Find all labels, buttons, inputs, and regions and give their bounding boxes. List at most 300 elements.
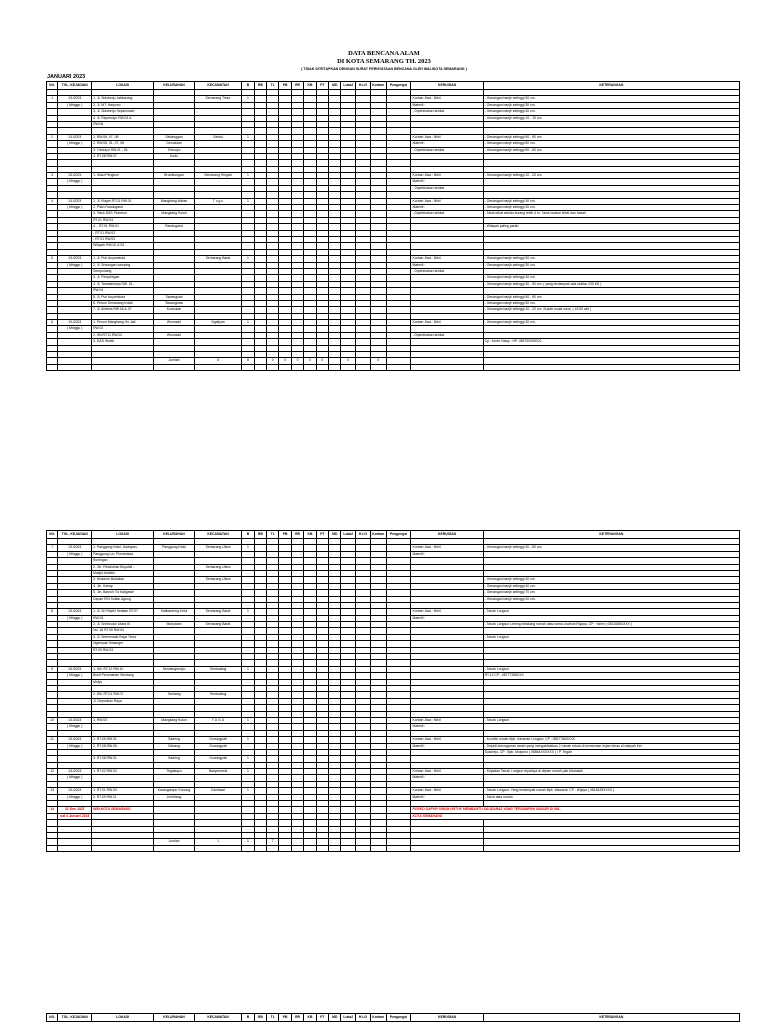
count-cell (304, 845, 316, 851)
kelurahan-cell: Sebanggan (154, 134, 195, 140)
kerugian-cell: Materiil : (411, 743, 483, 749)
count-cell (370, 364, 386, 370)
column-header: KECAMATAN (194, 1014, 241, 1022)
location-cell: 1. Jl. Sri Rejeki Selatan RT.07 (92, 609, 154, 615)
kelurahan-cell: Kudu (154, 153, 195, 159)
no-cell: 11 (47, 737, 58, 743)
keterangan-cell: - Genangan banjir setinggi 30 cm. (483, 205, 739, 211)
keterangan-cell: - Tanah Longsor. Yang terdampak rumah Bpk. Mawardi. CP : Wijaya ( 0818428XXXX ) (483, 788, 739, 794)
location-cell: Depan RSI Sultan Agung (92, 596, 154, 602)
count-cell (316, 364, 328, 370)
location-cell: Jl. Deporikan Raya (92, 698, 154, 704)
kecamatan-cell: Tembalang (194, 692, 241, 698)
date-cell: 1/1/2023 (58, 96, 92, 102)
location-cell: 1. RT.02 RW.03 (92, 769, 154, 775)
kelurahan-cell: Sadeng (154, 756, 195, 762)
kecamatan-cell: Banyumanik (194, 769, 241, 775)
kecamatan-cell: Ngaliyan (194, 320, 241, 326)
column-header: Korban (370, 531, 386, 539)
column-header: LOKASI (92, 531, 154, 539)
keterangan-cell: - Taluk tebal sekitar kurang lebih 4 m. Taluk buatan tebal dan basah (483, 211, 739, 217)
keterangan-cell: - Genangan banjir setinggi 30 - 60 cm. (483, 545, 739, 551)
count-cell (370, 845, 386, 851)
location-cell: 2. Pilan Randugarut (92, 205, 154, 211)
kerugian-cell: Korban Jiwa : Nihil (411, 173, 483, 179)
date-cell: 1/1/2023 (58, 320, 92, 326)
kerugian-cell: Korban Jiwa : Nihil (411, 717, 483, 723)
location-cell: 2. RW.05, 01, 07, 08 (92, 141, 154, 147)
no-cell: 1 (47, 96, 58, 102)
keterangan-cell (483, 845, 739, 851)
location-cell: 1. Jl. Puri Anyamkota (92, 256, 154, 262)
location-cell: No. 16 RT.05 RW.04 (92, 628, 154, 634)
count-cell: 0 (316, 358, 328, 364)
keterangan-cell (483, 364, 739, 370)
table-header-row (47, 82, 740, 90)
column-header: KB (304, 82, 316, 90)
kecamatan-cell: Semarang Barat (194, 622, 241, 628)
kecamatan-cell (194, 845, 241, 851)
location-cell: Semponang (92, 268, 154, 274)
document-title: DATA BENCANA ALAM (348, 50, 420, 57)
column-header: Korban (370, 82, 386, 90)
kecamatan-cell: Gunungpati (194, 737, 241, 743)
count-cell: 1 (242, 198, 254, 204)
column-header: MD (329, 531, 341, 539)
date-cell: 31 Des 2022 (58, 807, 92, 813)
column-header: RB (254, 531, 266, 539)
keterangan-cell: - Talud atas rumah (483, 794, 739, 800)
kelurahan-cell: Genuksari (154, 141, 195, 147)
location-cell: 2. RT.08 RW.06 (92, 743, 154, 749)
kerugian-cell (411, 845, 483, 851)
column-header: Korban (370, 1014, 386, 1022)
keterangan-cell: - Tanah Longsor (483, 717, 739, 723)
location-cell: 7. Jl. Arteleia RW.06 & 07 (92, 307, 154, 313)
column-header: RR (291, 82, 303, 90)
no-cell: 6 (47, 320, 58, 326)
kecamatan-cell: Candisari (194, 788, 241, 794)
count-cell: 7 (267, 839, 279, 845)
kerugian-cell: - Diperkirakan sekitar (411, 332, 483, 338)
kerugian-cell: - Diperkirakan sekitar (411, 268, 483, 274)
column-header: KELURAHAN (154, 82, 195, 90)
column-header: H.LG (356, 82, 371, 90)
column-header: KECAMATAN (194, 531, 241, 539)
date-cell: s/d 4 Januari 2023 (58, 813, 92, 819)
kecamatan-cell: T U G U (194, 717, 241, 723)
kelurahan-cell: Trimulyo (154, 147, 195, 153)
column-header: H.LG (356, 531, 371, 539)
kecamatan-cell: Semarang Timur (194, 96, 241, 102)
kelurahan-cell: Jumlah (154, 839, 195, 845)
count-cell: 6 (242, 358, 254, 364)
keterangan-cell: - Genangan banjir setinggi 30 cm. (483, 256, 739, 262)
date-cell (58, 845, 92, 851)
column-header: LOKASI (92, 82, 154, 90)
location-cell: - RT.01 RW.02 (92, 230, 154, 236)
kelurahan-cell: Tandang (154, 692, 195, 698)
location-cell: 1. RT.01 RW.04 (92, 788, 154, 794)
kelurahan-cell: Krobokan (154, 307, 195, 313)
location-cell: 3. Trimulyo RW.01 - 04 (92, 147, 154, 153)
location-cell: - RT.01 RW.03 (92, 236, 154, 242)
date-cell: ( Minggu ) (58, 205, 92, 211)
column-header: TL (267, 1014, 279, 1022)
kecamatan-cell: Semarang Barat (194, 609, 241, 615)
count-cell: 1 (242, 666, 254, 672)
keterangan-cell: Sukorejo. CP : Bpk. Mulyono ( 08564XXXXXX ) / P. Tegah (483, 749, 739, 755)
location-cell: 4. Jl. Rejomulyo RW.03 & (92, 115, 154, 121)
keterangan-cell: - Genangan banjir setinggi 60 cm. (483, 141, 739, 147)
count-cell (341, 845, 356, 851)
location-cell: 1. RW.06, 07, 08 (92, 134, 154, 140)
kerugian-cell: Korban Jiwa : Nihil (411, 545, 483, 551)
keterangan-cell: - Tanah Longsor (483, 609, 739, 615)
kelurahan-cell: Mangkang Wetan (154, 198, 195, 204)
no-cell: 5 (47, 256, 58, 262)
kecamatan-cell: Genuk (194, 134, 241, 140)
column-header: TL (267, 82, 279, 90)
count-cell: 1 (242, 256, 254, 262)
count-cell: 1 (242, 788, 254, 794)
kelurahan-cell: Gebang (154, 743, 195, 749)
count-cell: 0 (304, 358, 316, 364)
kerugian-cell: Materiil : (411, 179, 483, 185)
keterangan-cell: - Genangan banjir setinggi 30 cm. (483, 96, 739, 102)
count-cell (254, 364, 266, 370)
location-cell: Mulyo (92, 679, 154, 685)
location-cell: 5. Jln. Basroh Tol Kaligawe (92, 590, 154, 596)
kerugian-cell: Materiil : (411, 141, 483, 147)
no-cell: 9 (47, 666, 58, 672)
location-cell: RW.04 (92, 288, 154, 294)
kerugian-cell: Korban Jiwa : Nihil (411, 320, 483, 326)
kelurahan-cell: Karanganyar Gunung (154, 788, 195, 794)
keterangan-cell: - Terjadi kelongsoran tanah yang mengakibatkan 2 rumah rebah di kemeratan hujan deras di wilayah Kel. (483, 743, 739, 749)
document-note: ( TIDAK DITETAPKAN DENGAN SURAT PERNYATAAN BENCANA OLEH WALIKOTA SEMARANG ) (301, 67, 467, 71)
date-cell: ( Minggu ) (58, 673, 92, 679)
keterangan-cell: - Genangan banjir setinggi 30 cm. (483, 102, 739, 108)
column-header: KECAMATAN (194, 82, 241, 90)
column-header: PB (279, 1014, 291, 1022)
kecamatan-cell: Gunungpati (194, 743, 241, 749)
no-cell (47, 364, 58, 370)
column-header: NO. (47, 531, 58, 539)
no-cell: 2 (47, 134, 58, 140)
location-cell: 2. Jl. Srisangan samping (92, 262, 154, 268)
column-header: KB (304, 1014, 316, 1022)
date-cell: 1/1/2023 (58, 256, 92, 262)
no-cell: 4 (47, 198, 58, 204)
disaster-table-2 (46, 530, 740, 852)
kecamatan-cell: Semarang Tengah (194, 173, 241, 179)
keterangan-cell: - Tanah Longsor (483, 634, 739, 640)
count-cell: 1 (242, 320, 254, 326)
location-cell: 2. Wil.RT.11 RW.02 (92, 332, 154, 338)
column-header: RB (254, 82, 266, 90)
column-header: KETERANGAN (483, 82, 739, 90)
location-cell: RW.02 (92, 326, 154, 332)
kerugian-cell: - Diperkirakan sekitar (411, 211, 483, 217)
column-header: PB (279, 82, 291, 90)
keterangan-cell: Cp : Achm Nawy : HP. 085700000001 (483, 339, 739, 345)
location-cell: 5. Jl. Puri Anyamkota (92, 294, 154, 300)
location-cell: 3. Jl. Penjaringan (92, 275, 154, 281)
count-cell: 1 (242, 173, 254, 179)
count-cell: 0 (291, 358, 303, 364)
kelurahan-cell: Mangkang Kulon (154, 717, 195, 723)
column-header: KERUGIAN (411, 531, 483, 539)
location-cell: 1. Jl. Klajan RT.01 RW.01 (92, 198, 154, 204)
column-header: Pengungsi (386, 1014, 411, 1022)
count-cell (279, 845, 291, 851)
date-cell: ( Minggu ) (58, 794, 92, 800)
date-cell: 1/1/2023 (58, 545, 92, 551)
kecamatan-cell: Semarang Utara (194, 564, 241, 570)
column-header: LOKASI (92, 1014, 154, 1022)
table-row (47, 364, 740, 370)
date-cell: 1/1/2023 (58, 609, 92, 615)
location-cell: 2. Wil. RT.01 RW.07 (92, 692, 154, 698)
column-header: RB (254, 1014, 266, 1022)
date-cell: ( Minggu ) (58, 141, 92, 147)
month-label: JANUARI 2023 (47, 74, 86, 80)
kerugian-cell: Korban Jiwa : Nihil (411, 788, 483, 794)
column-header: Pengungsi (386, 82, 411, 90)
count-cell (386, 845, 411, 851)
no-cell: 3 (47, 173, 58, 179)
kelurahan-cell (154, 364, 195, 370)
kerugian-cell: KOTA SEMARANG (411, 813, 740, 819)
date-cell: ( Minggu ) (58, 326, 92, 332)
column-header: TL (267, 531, 279, 539)
location-cell: 3. Jl. Sidoberjo Seyamosari (92, 109, 154, 115)
location-cell: 4. Jln. Kakap (92, 583, 154, 589)
column-header: KETERANGAN (483, 531, 739, 539)
column-header: KELURAHAN (154, 1014, 195, 1022)
keterangan-cell: - Genangan banjir setinggi 40 cm. (483, 596, 739, 602)
table-header-row (47, 1014, 740, 1022)
column-header: RR (291, 531, 303, 539)
count-cell: 1 (242, 134, 254, 140)
date-cell: 1/1/2023 (58, 173, 92, 179)
date-cell: 1/1/2023 (58, 769, 92, 775)
kerugian-cell: - Diperkirakan sekitar (411, 109, 483, 115)
no-cell (47, 845, 58, 851)
location-cell: Wilayah RW.02 & 03 (92, 243, 154, 249)
count-cell: 1 (242, 96, 254, 102)
date-cell: ( Minggu ) (58, 743, 92, 749)
kelurahan-cell: Tawangsari (154, 294, 195, 300)
kerugian-cell: Materiil : (411, 794, 483, 800)
column-header: B (242, 82, 254, 90)
date-cell: ( Minggu ) (58, 551, 92, 557)
location-cell: 3. Jl. Srimendaki Raya Timur (92, 634, 154, 640)
date-cell: ( Minggu ) (58, 775, 92, 781)
location-cell: 1. Perum Mangkang Gn.Jati (92, 320, 154, 326)
keterangan-cell: - Genangan banjir setinggi 40 cm. (483, 577, 739, 583)
kerugian-cell: Korban Jiwa : Nihil (411, 96, 483, 102)
date-cell: 1/1/2023 (58, 134, 92, 140)
disaster-table-3-header (46, 1013, 740, 1022)
kelurahan-cell: Kalibanteng Kidul (154, 609, 195, 615)
kecamatan-cell: Semarang Utara (194, 545, 241, 551)
column-header: KERUGIAN (411, 82, 483, 90)
location-cell: 2. Jln. Pelabuhan Boyolali - (92, 564, 154, 570)
location-cell: 1. Panggung Kidul, Dadapan, (92, 545, 154, 551)
count-cell (329, 845, 341, 851)
date-cell: ( Minggu ) (58, 615, 92, 621)
column-header: KERUGIAN (411, 1014, 483, 1022)
kelurahan-cell: Jomblang (154, 794, 195, 800)
no-cell: 12 (47, 769, 58, 775)
count-cell: 0 (370, 358, 386, 364)
location-cell: Panggung Lor, Plombokan, (92, 551, 154, 557)
column-header: PT (316, 82, 328, 90)
location-cell: 4. RT.08 RW.07 (92, 153, 154, 159)
kecamatan-cell: 6 (194, 358, 241, 364)
kelurahan-cell: Wonosari (154, 320, 195, 326)
location-cell (92, 845, 154, 851)
count-cell: 0 (341, 358, 356, 364)
location-cell: 1. RW.03 (92, 717, 154, 723)
location-cell: RW.03 (92, 615, 154, 621)
location-cell: 4. - RT.01 RW.01 (92, 224, 154, 230)
column-header: KETERANGAN (483, 1014, 739, 1022)
date-cell: ( Minggu ) (58, 179, 92, 185)
kerugian-cell: Korban Jiwa : Nihil (411, 256, 483, 262)
kerugian-cell: Materiil : (411, 615, 483, 621)
count-cell: 0 (267, 358, 279, 364)
column-header: MD (329, 82, 341, 90)
column-header: TGL. KEJADIAN (58, 1014, 92, 1022)
location-cell: 3. Taluk DAS Plumbon (92, 211, 154, 217)
count-cell (304, 364, 316, 370)
kerugian-cell: - Diperkirakan sekitar (411, 185, 483, 191)
column-header: B (242, 531, 254, 539)
column-header: PB (279, 531, 291, 539)
kelurahan-cell: Randugarut (154, 224, 195, 230)
date-cell: 1/1/2023 (58, 788, 92, 794)
keterangan-cell: - Kejadian Tanah Longsor tepatnya di depan rumah pak Mamasih (483, 769, 739, 775)
document-subtitle: DI KOTA SEMARANG TH. 2023 (337, 58, 431, 65)
count-cell (242, 845, 254, 851)
column-header: TGL. KEJADIAN (58, 531, 92, 539)
kerugian-cell: Materiil : (411, 205, 483, 211)
kecamatan-cell: 1 (194, 839, 241, 845)
keterangan-cell: - Genangan banjir setinggi 30 cm. (483, 300, 739, 306)
count-cell: 1 (242, 839, 254, 845)
kerugian-cell: Korban Jiwa : Nihil (411, 198, 483, 204)
location-cell (92, 364, 154, 370)
keterangan-cell: - Tanah Longsor (483, 666, 739, 672)
no-cell: 8 (47, 609, 58, 615)
column-header: Pengungsi (386, 531, 411, 539)
kelurahan-cell: Manyaran (154, 622, 195, 628)
kerugian-cell: - Diperkirakan sekitar (411, 147, 483, 153)
date-cell: ( Minggu ) (58, 102, 92, 108)
count-cell (291, 845, 303, 851)
count-cell: 1 (242, 545, 254, 551)
keterangan-cell: RT.12 CP : 08777358XXX (483, 673, 739, 679)
count-cell: 0 (279, 358, 291, 364)
column-header: TGL. KEJADIAN (58, 82, 92, 90)
location-cell: RT.01 RW.04 (92, 217, 154, 223)
column-header: KB (304, 531, 316, 539)
kecamatan-cell: T u g u (194, 198, 241, 204)
count-cell: 1 (242, 769, 254, 775)
kerugian-cell: Korban Jiwa : Nihil (411, 609, 483, 615)
kecamatan-cell: Semarang Barat (194, 256, 241, 262)
count-cell (356, 364, 371, 370)
keterangan-cell: - Genangan banjir setinggi 30 cm. (483, 320, 739, 326)
location-cell: Bukit Perumahan Sendang (92, 673, 154, 679)
location-cell: RW.06 (92, 121, 154, 127)
kerugian-cell: POSKO DAPUR UMUM UNTUK MEMBANTU SAUDARA2 YANG TERDAMPAK BANJIR DI WIL. (411, 807, 740, 813)
location-cell: 2. RT.09 RW.11 (92, 794, 154, 800)
kerugian-cell: Korban Jiwa : Nihil (411, 737, 483, 743)
count-cell: 1 (242, 717, 254, 723)
keterangan-cell: - Genangan banjir setinggi 70 cm. (483, 590, 739, 596)
kelurahan-cell: Tawangmas (154, 300, 195, 306)
keterangan-cell: - Wilayah paling parah. (483, 224, 739, 230)
location-cell: 6. Perum Semarang Indah (92, 300, 154, 306)
column-header: H.LG (356, 1014, 371, 1022)
count-cell (267, 845, 279, 851)
keterangan-cell: - Genangan banjir setinggi 10 - 15 cm. (483, 115, 739, 121)
count-cell (291, 364, 303, 370)
date-cell (58, 364, 92, 370)
kerugian-cell: Korban Jiwa : Nihil (411, 769, 483, 775)
location-cell: 1. Wil. RT.12 RW.10 (92, 666, 154, 672)
keterangan-cell: - Genangan banjir setinggi 30 cm. (483, 262, 739, 268)
kecamatan-cell: Gunungpati (194, 756, 241, 762)
table-header-row (47, 531, 740, 539)
location-cell: 3. RT.08 RW.01 (92, 756, 154, 762)
date-cell: 1/1/2023 (58, 717, 92, 723)
kelurahan-cell: Sendangmulyo (154, 666, 195, 672)
column-header: PT (316, 1014, 328, 1022)
count-cell: 1 (242, 756, 254, 762)
keterangan-cell: - Genangan banjir setinggi 30 - 50 cm. ( yang terdampak ada sekitar 200 KK ) (483, 281, 739, 287)
kelurahan-cell: Brumbungan (154, 173, 195, 179)
keterangan-cell: - Tanah Longsor Lereng belakang rumah atas nama Lisdhun Riyaya. CP : Yahm ( 0821086XXXX ) (483, 622, 739, 628)
keterangan-cell: - Genangan banjir setinggi 40 cm. (483, 583, 739, 589)
kerugian-cell: Materiil : (411, 102, 483, 108)
location-cell: 2. Jl. MT. Haryono (92, 102, 154, 108)
no-cell: 10 (47, 717, 58, 723)
location-cell: 3. Museum Bubakan (92, 577, 154, 583)
date-cell: 1/1/2023 (58, 666, 92, 672)
location-cell: Masjid Amiditu (92, 570, 154, 576)
keterangan-cell: - Genangan banjir setinggi 10 - 20 cm. (483, 173, 739, 179)
keterangan-cell: - Genangan banjir setinggi 50 - 60 cm. (483, 134, 739, 140)
date-cell: ( Minggu ) (58, 724, 92, 730)
location-cell: RT.09 RW.03 (92, 647, 154, 653)
count-cell: 1 (242, 737, 254, 743)
keterangan-cell: - Genangan banjir setinggi 50 - 60 cm. (483, 147, 739, 153)
kerugian-cell: Korban Jiwa : Nihil (411, 134, 483, 140)
column-header: Luka2 (341, 82, 356, 90)
kecamatan-cell: Semarang Utara (194, 577, 241, 583)
kelurahan-cell: Jumlah (154, 358, 195, 364)
kecamatan-cell (194, 364, 241, 370)
column-header: NO. (47, 82, 58, 90)
no-cell: 7 (47, 545, 58, 551)
count-cell (316, 845, 328, 851)
column-header: MD (329, 1014, 341, 1022)
